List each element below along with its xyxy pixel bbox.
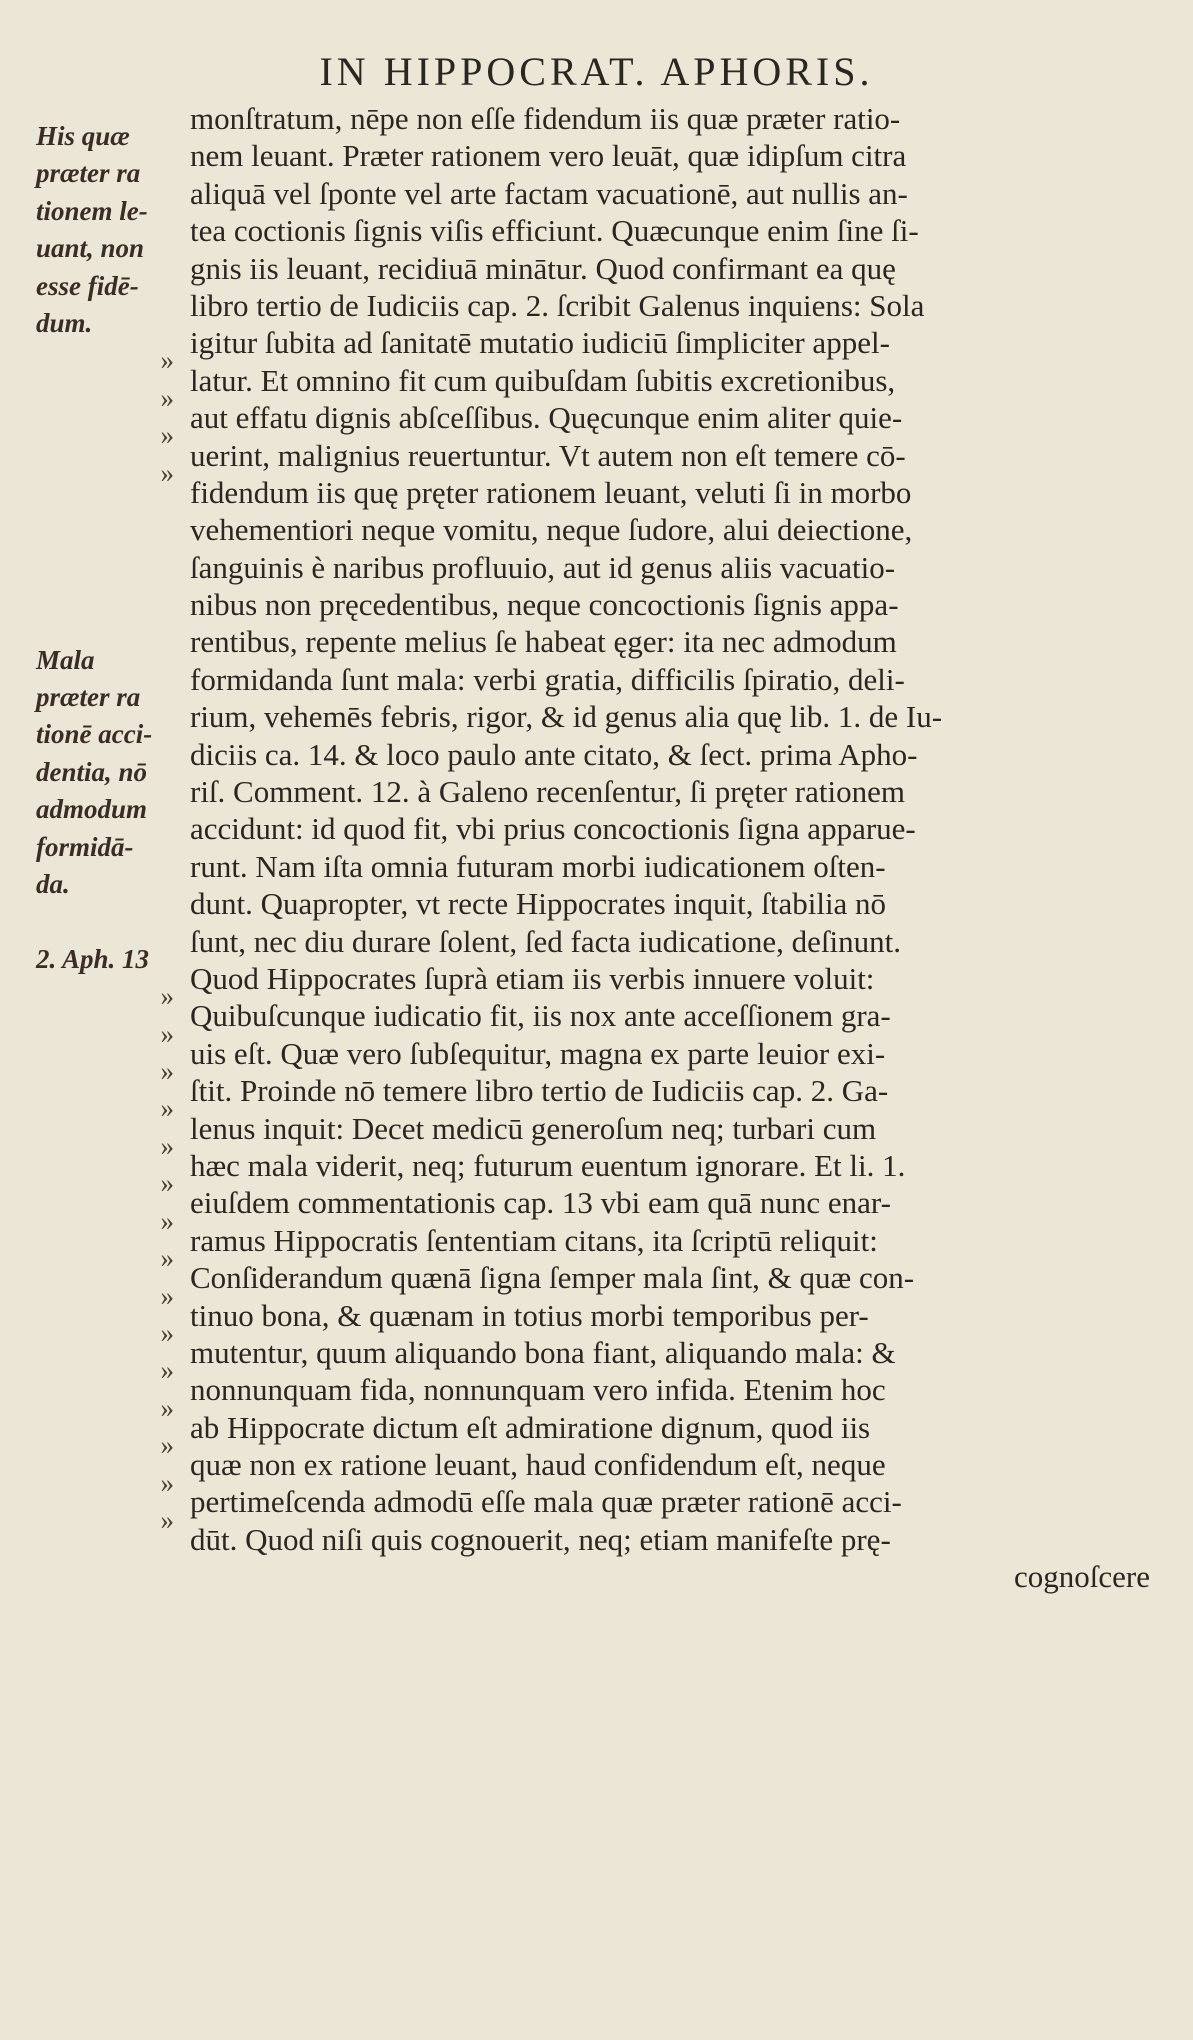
quote-marker: » bbox=[160, 1243, 174, 1274]
text-line: nibus non pręcedentibus, neque concoctionis ſignis appa- bbox=[190, 587, 899, 623]
marginal-note: Mala bbox=[36, 644, 95, 675]
marginal-note: præter ra bbox=[36, 682, 141, 713]
text-line: ramus Hippocratis ſententiam citans, ita ſcriptū reliquit: bbox=[190, 1222, 878, 1258]
text-line: igitur ſubita ad ſanitatē mutatio iudiciū ſimpliciter appel- bbox=[190, 325, 890, 361]
quote-marker: » bbox=[160, 981, 174, 1012]
text-line: dunt. Quapropter, vt recte Hippocrates inquit, ſtabilia nō bbox=[190, 886, 887, 922]
text-line: aliquā vel ſponte vel arte factam vacuationē, aut nullis an- bbox=[190, 175, 908, 211]
text-line: eiuſdem commentationis cap. 13 vbi eam quā nunc enar- bbox=[190, 1185, 891, 1221]
marginal-note: dentia, nō bbox=[36, 756, 148, 787]
marginal-note: 2. Aph. 13 bbox=[36, 943, 150, 974]
text-line: ſanguinis è naribus profluuio, aut id genus aliis vacuatio- bbox=[190, 549, 896, 585]
quote-marker: » bbox=[160, 1056, 174, 1087]
text-line: fidendum iis quę pręter rationem leuant, veluti ſi in morbo bbox=[190, 474, 912, 510]
body-text bbox=[190, 100, 1150, 1596]
text-line: runt. Nam iſta omnia futuram morbi iudicationem oſten- bbox=[190, 848, 886, 884]
quote-marker: » bbox=[160, 1205, 174, 1236]
quote-marker: » bbox=[160, 1317, 174, 1348]
text-line: lenus inquit: Decet medicū generoſum neq; turbari cum bbox=[190, 1110, 877, 1146]
margin-spacer bbox=[36, 492, 194, 529]
quote-marker: » bbox=[160, 1392, 174, 1423]
margin-spacer bbox=[36, 567, 194, 604]
text-line: monſtratum, nēpe non eſſe fidendum iis quæ præter ratio- bbox=[190, 101, 901, 136]
text-line: uis eſt. Quæ vero ſubſequitur, magna ex parte leuior exi- bbox=[190, 1035, 886, 1071]
quote-marker: » bbox=[160, 1130, 174, 1161]
marginal-note: uant, non bbox=[36, 233, 145, 264]
quote-marker: » bbox=[160, 1018, 174, 1049]
text-line: riſ. Comment. 12. à Galeno recenſentur, ſi pręter rationem bbox=[190, 774, 905, 810]
margin-spacer bbox=[36, 604, 194, 641]
text-line: ab Hippocrate dictum eſt admiratione dignum, quod iis bbox=[190, 1409, 871, 1445]
text-line: rentibus, repente melius ſe habeat ęger: ita nec admodum bbox=[190, 624, 897, 660]
quote-marker: » bbox=[160, 457, 174, 488]
margin-spacer bbox=[36, 529, 194, 566]
text-line: uerint, malignius reuertuntur. Vt autem non eſt temere cō- bbox=[190, 437, 906, 473]
quote-marker: » bbox=[160, 1280, 174, 1311]
quote-marker: » bbox=[160, 420, 174, 451]
quote-marker: » bbox=[160, 382, 174, 413]
text-line: mutentur, quum aliquando bona fiant, aliquando mala: & bbox=[190, 1334, 896, 1370]
text-line: vehementiori neque vomitu, neque ſudore, alui deiectione, bbox=[190, 512, 913, 548]
quote-marker: » bbox=[160, 345, 174, 376]
marginal-note: dum. bbox=[36, 308, 93, 339]
text-line: ſtit. Proinde nō temere libro tertio de Iudiciis cap. 2. Ga- bbox=[190, 1073, 889, 1109]
text-line: dūt. Quod niſi quis cognouerit, neq; etiam manifeſte prę- bbox=[190, 1521, 891, 1557]
marginal-note: esse fidē- bbox=[36, 270, 139, 301]
text-line: hæc mala viderit, neq; futurum euentum ignorare. Et li. 1. bbox=[190, 1147, 906, 1183]
quote-marker: » bbox=[160, 1504, 174, 1535]
marginal-note: tionem le- bbox=[36, 195, 148, 226]
text-line: libro tertio de Iudiciis cap. 2. ſcribit Galenus inquiens: Sola bbox=[190, 287, 925, 323]
text-line: tinuo bona, & quænam in totius morbi temporibus per- bbox=[190, 1297, 869, 1333]
text-line: ſunt, nec diu durare ſolent, ſed facta iudicatione, deſinunt. bbox=[190, 923, 902, 959]
marginal-note: da. bbox=[36, 869, 70, 900]
text-line: Quod Hippocrates ſuprà etiam iis verbis innuere voluit: bbox=[190, 960, 875, 996]
marginal-note: præter ra bbox=[36, 158, 141, 189]
quote-marker: » bbox=[160, 1355, 174, 1386]
quote-marker: » bbox=[160, 1467, 174, 1498]
text-line: latur. Et omnino fit cum quibuſdam ſubitis excretionibus, bbox=[190, 362, 896, 398]
text-line: rium, vehemēs febris, rigor, & id genus alia quę lib. 1. de Iu- bbox=[190, 699, 943, 735]
running-header: IN HIPPOCRAT. APHORIS. bbox=[319, 49, 874, 94]
text-line: aut effatu dignis abſceſſibus. Quęcunque enim aliter quie- bbox=[190, 400, 903, 436]
quote-marker: » bbox=[160, 1093, 174, 1124]
text-line: Conſiderandum quænā ſigna ſemper mala ſint, & quæ con- bbox=[190, 1260, 915, 1296]
text-line: diciis ca. 14. & loco paulo ante citato, & ſect. prima Apho- bbox=[190, 736, 918, 772]
text-line: accidunt: id quod fit, vbi prius concoctionis ſigna apparue- bbox=[190, 811, 916, 847]
text-line: formidanda ſunt mala: verbi gratia, difficilis ſpiratio, deli- bbox=[190, 661, 905, 697]
marginal-note: His quæ bbox=[36, 121, 130, 151]
text-line: quæ non ex ratione leuant, haud confidendum eſt, neque bbox=[190, 1447, 886, 1483]
text-line: gnis iis leuant, recidiuā minātur. Quod confirmant ea quę bbox=[190, 250, 896, 286]
quote-marker: » bbox=[160, 1430, 174, 1461]
text-line: nonnunquam fida, nonnunquam vero infida. Etenim hoc bbox=[190, 1372, 886, 1408]
quote-marker: » bbox=[160, 1168, 174, 1199]
text-line: tea coctionis ſignis viſis efficiunt. Quæcunque enim ſine ſi- bbox=[190, 213, 919, 249]
marginal-note: admodum bbox=[36, 794, 148, 825]
marginal-note: formidā- bbox=[36, 831, 134, 862]
catchword: cognoſcere bbox=[1014, 1559, 1150, 1595]
margin-gutter bbox=[36, 118, 194, 1539]
text-line: nem leuant. Præter rationem vero leuāt, quæ idipſum citra bbox=[190, 138, 907, 174]
margin-spacer bbox=[36, 903, 194, 940]
text-line: Quibuſcunque iudicatio fit, iis nox ante acceſſionem gra- bbox=[190, 998, 891, 1034]
text-line: pertimeſcenda admodū eſſe mala quæ præter rationē acci- bbox=[190, 1484, 902, 1520]
marginal-note: tionē acci- bbox=[36, 719, 153, 750]
